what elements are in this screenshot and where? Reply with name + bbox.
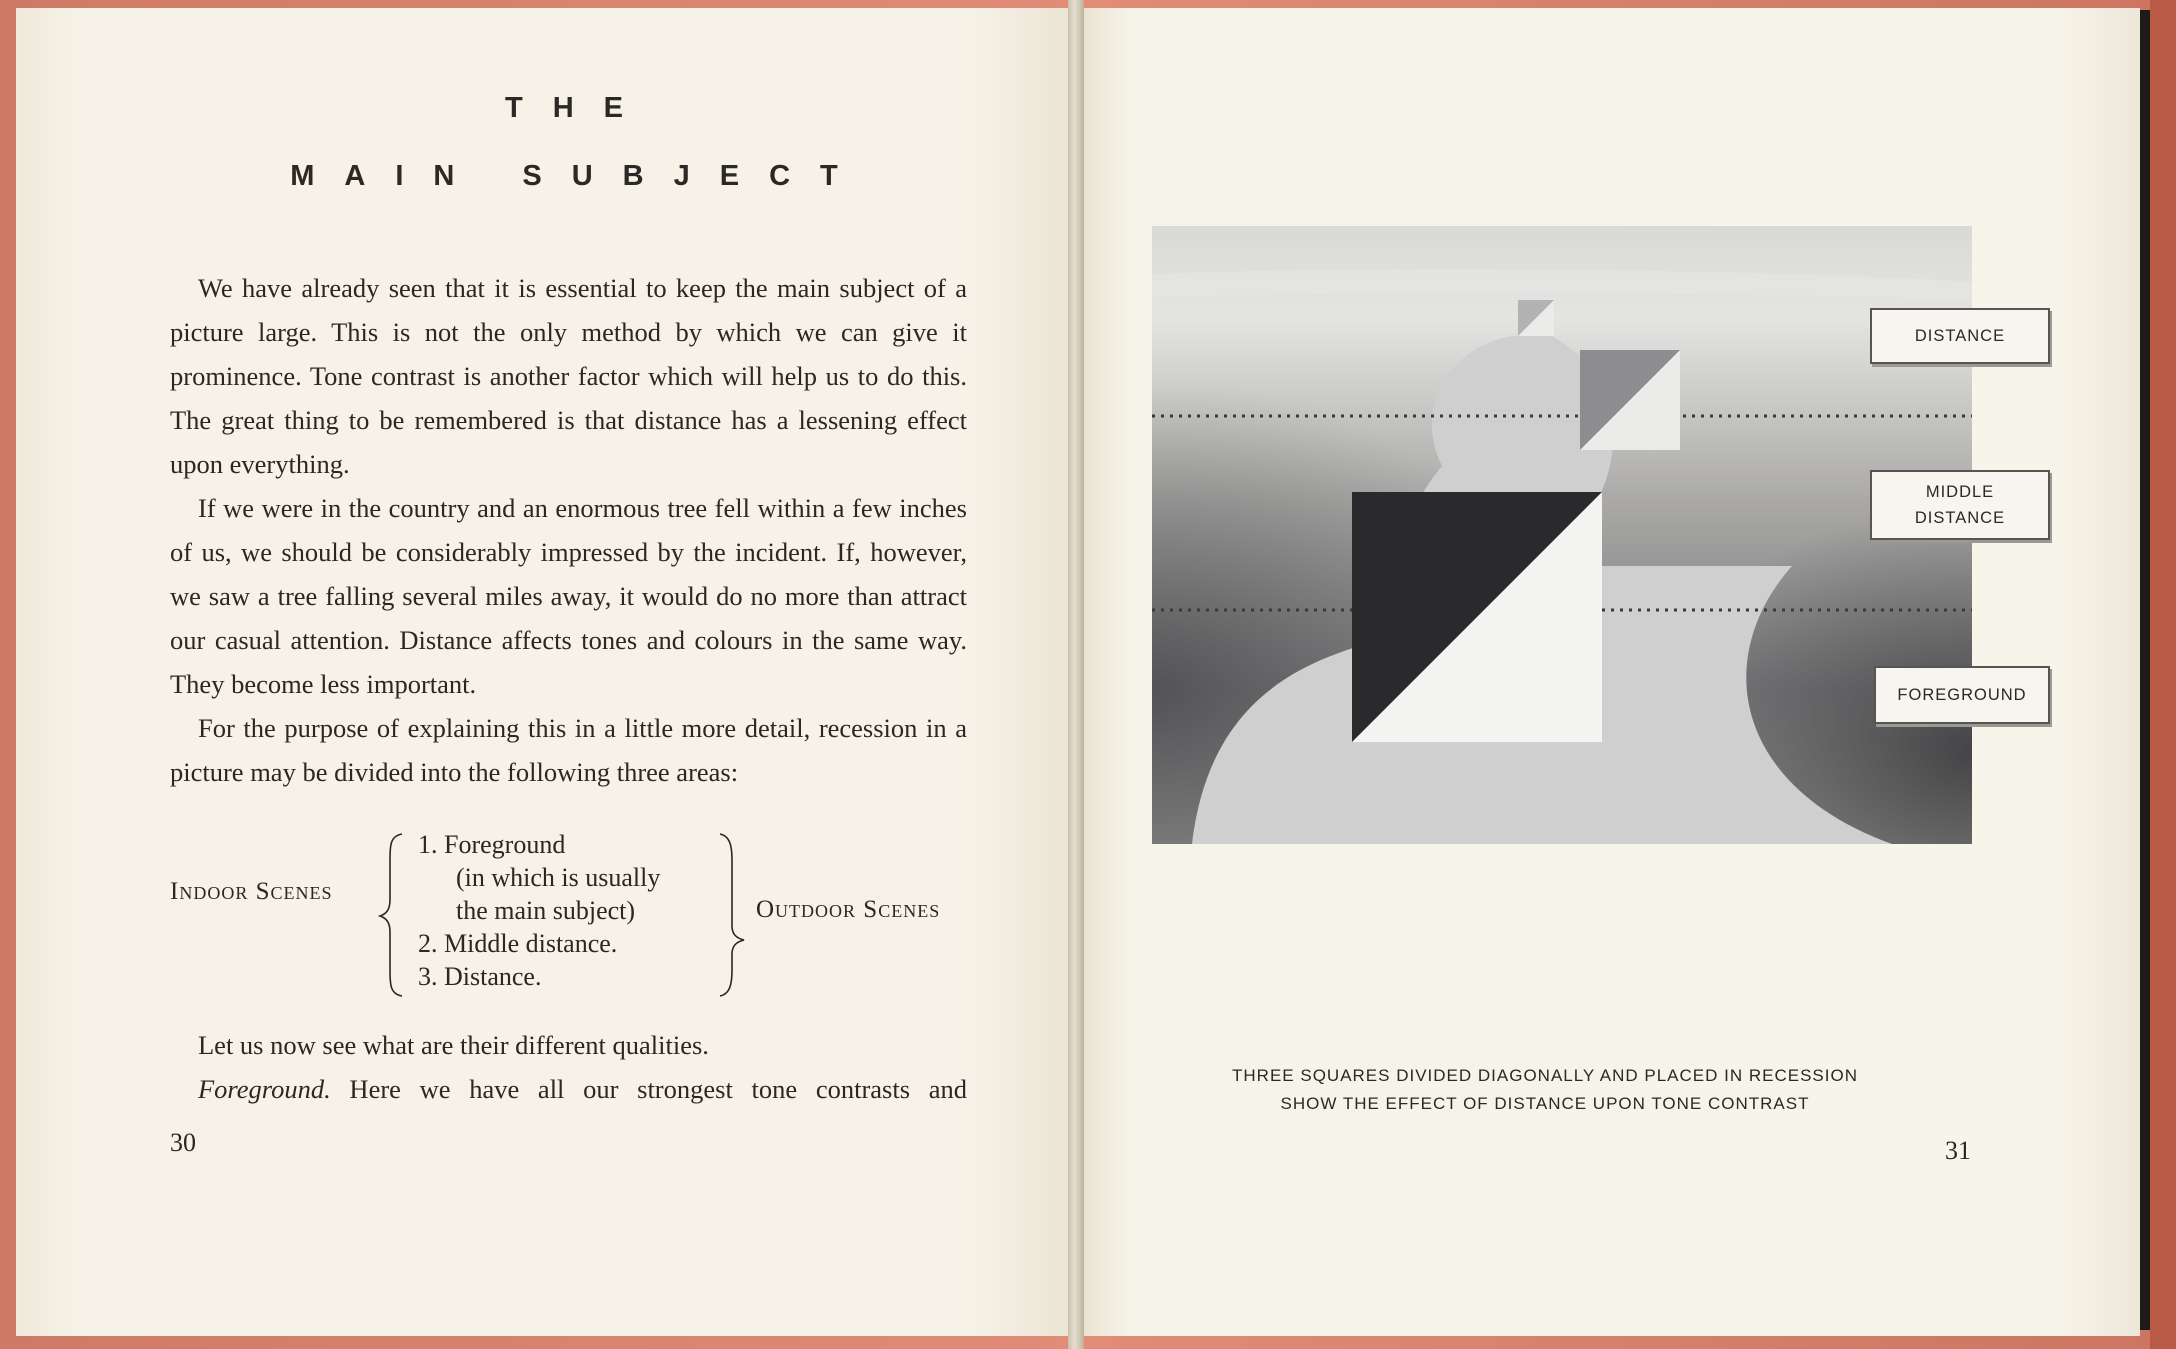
list-item-distance: 3. Distance. [418,962,542,991]
label-middle-distance [1870,470,2050,540]
chapter-title-line-2: MAIN SUBJECT [290,160,868,192]
figure-caption-line-2: SHOW THE EFFECT OF DISTANCE UPON TONE CONTRAST [1280,1094,1810,1113]
label-foreground-text: FOREGROUND [1897,686,2027,704]
paragraph-text: For the purpose of explaining this in a little more detail, recession in a picture may be divided into the following three areas: [170,713,967,787]
cover-edge [2150,0,2176,1349]
label-distance-text: DISTANCE [1914,327,2006,345]
body-paragraph-2 [170,486,967,706]
label-middle-text-1: MIDDLE [1925,483,1995,501]
page-edge-shadow [2140,10,2150,1330]
body-paragraph-3 [170,706,967,794]
foreground-text: Here we have all our strongest tone contrasts and [330,1074,967,1104]
page-number-left: 30 [170,1128,196,1157]
chapter-title-line-1: THE [505,92,653,124]
paragraph-text: We have already seen that it is essential to keep the main subject of a picture large. This is not the only method by which we can give it prominence. Tone contrast is another factor which will help us to do this. The great thing to be remembered is that distance has a lessening effect upon everything. [170,273,967,479]
foreground-paragraph [198,1074,967,1105]
list-item-foreground: 1. Foreground [418,830,566,859]
body-paragraph-1 [170,266,967,486]
page-number-right: 31 [1945,1136,1971,1165]
outdoor-scenes-label: Outdoor Scenes [756,896,941,923]
qualities-sentence: Let us now see what are their different qualities. [198,1030,709,1060]
indoor-scenes-label: Indoor Scenes [170,878,333,905]
figure-caption-line-1: THREE SQUARES DIVIDED DIAGONALLY AND PLACED IN RECESSION [1232,1066,1858,1085]
recession-illustration [1152,226,1972,844]
left-brace [378,830,408,1000]
list-item-sub-a: (in which is usually [456,863,661,892]
recession-list [418,828,660,993]
paragraph-text: If we were in the country and an enormous tree fell within a few inches of us, we should be considerably impressed by the incident. If, however, we saw a tree falling several miles away, it would do no more than attract our casual attention. Distance affects tones and colours in the same way. They become less important. [170,493,967,699]
right-brace [716,830,750,1000]
label-middle-text-2: DISTANCE [1914,509,2006,527]
foreground-term: Foreground. [198,1074,331,1104]
book-gutter [1068,0,1084,1349]
label-distance [1870,308,2050,364]
list-item-sub-b: the main subject) [456,896,636,925]
label-foreground [1874,666,2050,724]
list-item-middle: 2. Middle distance. [418,929,618,958]
